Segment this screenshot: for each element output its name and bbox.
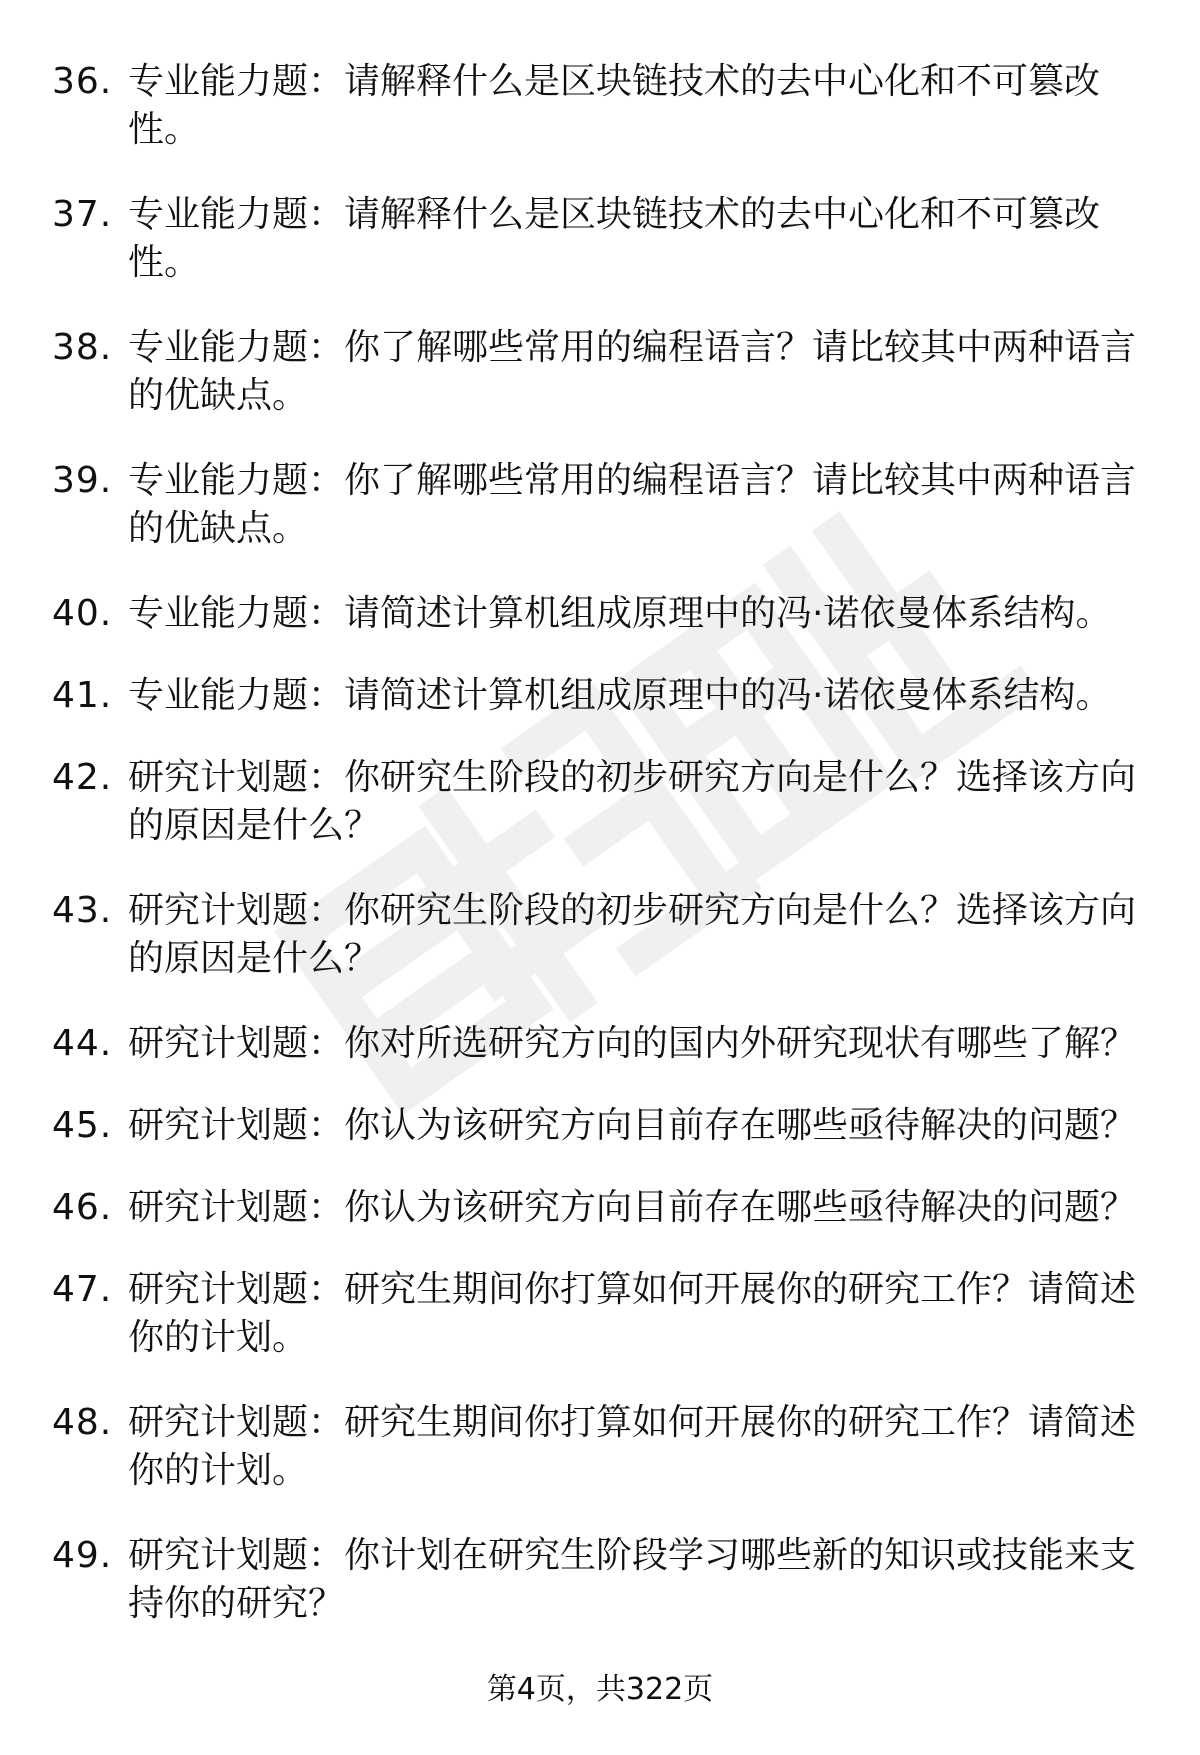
list-item: [52, 191, 1152, 287]
list-item: [52, 324, 1152, 420]
question-number: 39.: [52, 460, 113, 501]
question-number: 42.: [52, 757, 113, 798]
question-text: 专业能力题：请解释什么是区块链技术的去中心化和不可篡改性。: [128, 194, 1101, 283]
list-item: [52, 58, 1152, 154]
question-text: 专业能力题：请解释什么是区块链技术的去中心化和不可篡改性。: [128, 61, 1101, 150]
question-number: 38.: [52, 327, 113, 368]
question-number: 37.: [52, 194, 113, 235]
question-number: 44.: [52, 1023, 113, 1064]
question-text: 专业能力题：你了解哪些常用的编程语言？请比较其中两种语言的优缺点。: [128, 460, 1137, 549]
question-number: 43.: [52, 890, 113, 931]
question-list: [52, 58, 1152, 1665]
question-number: 41.: [52, 675, 113, 716]
question-number: 40.: [52, 593, 113, 634]
list-item: [52, 754, 1152, 850]
list-item: [52, 1266, 1152, 1362]
question-number: 46.: [52, 1187, 113, 1228]
question-number: 49.: [52, 1535, 113, 1576]
question-text: 专业能力题：你了解哪些常用的编程语言？请比较其中两种语言的优缺点。: [128, 327, 1137, 416]
list-item: [52, 1399, 1152, 1495]
question-text: 专业能力题：请简述计算机组成原理中的冯·诺依曼体系结构。: [128, 675, 1112, 716]
list-item: [52, 1102, 1152, 1150]
question-number: 48.: [52, 1402, 113, 1443]
question-text: 研究计划题：研究生期间你打算如何开展你的研究工作？请简述你的计划。: [128, 1269, 1137, 1358]
page-footer: 第4页，共322页: [486, 1672, 714, 1707]
question-text: 研究计划题：你对所选研究方向的国内外研究现状有哪些了解？: [128, 1023, 1137, 1064]
list-item: [52, 590, 1152, 638]
list-item: [52, 1184, 1152, 1232]
question-text: 研究计划题：研究生期间你打算如何开展你的研究工作？请简述你的计划。: [128, 1402, 1137, 1491]
question-number: 47.: [52, 1269, 113, 1310]
question-text: 研究计划题：你研究生阶段的初步研究方向是什么？选择该方向的原因是什么？: [128, 890, 1137, 979]
question-text: 研究计划题：你计划在研究生阶段学习哪些新的知识或技能来支持你的研究？: [128, 1535, 1137, 1624]
list-item: [52, 1532, 1152, 1628]
question-text: 研究计划题：你认为该研究方向目前存在哪些亟待解决的问题？: [128, 1105, 1137, 1146]
question-number: 45.: [52, 1105, 113, 1146]
list-item: [52, 887, 1152, 983]
question-number: 36.: [52, 61, 113, 102]
list-item: [52, 1020, 1152, 1068]
question-text: 专业能力题：请简述计算机组成原理中的冯·诺依曼体系结构。: [128, 593, 1112, 634]
list-item: [52, 672, 1152, 720]
question-text: 研究计划题：你研究生阶段的初步研究方向是什么？选择该方向的原因是什么？: [128, 757, 1137, 846]
list-item: [52, 457, 1152, 553]
question-text: 研究计划题：你认为该研究方向目前存在哪些亟待解决的问题？: [128, 1187, 1137, 1228]
